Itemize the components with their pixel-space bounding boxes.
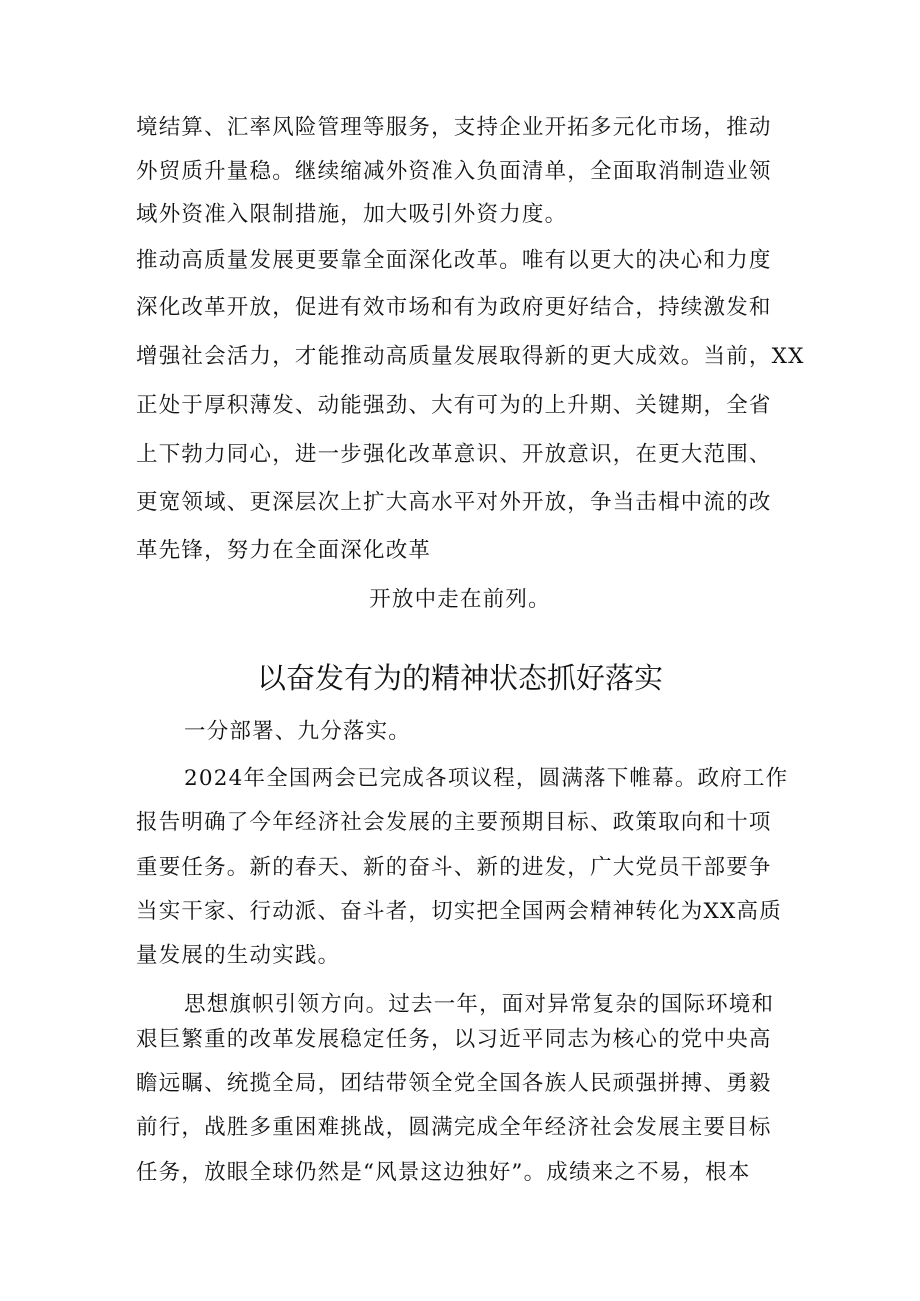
text-line: 前行，战胜多重困难挑战，圆满完成全年经济社会发展主要目标 [136, 1115, 772, 1140]
section-title: 以奋发有为的精神状态抓好落实 [256, 661, 663, 695]
text-line: 更宽领域、更深层次上扩大高水平对外开放，争当击楫中流的改 [136, 490, 772, 515]
text-line: 境结算、汇率风险管理等服务，支持企业开拓多元化市场，推动 [136, 115, 772, 140]
text-line: 增强社会活力，才能推动高质量发展取得新的更大成效。当前，XX [136, 344, 805, 369]
paragraph-start-line: 一分部署、九分落实。 [184, 719, 412, 744]
text-line: 当实干家、行动派、奋斗者，切实把全国两会精神转化为XX高质 [136, 899, 782, 924]
text-line: 瞻远瞩、统揽全局，团结带领全党全国各族人民顽强拼搏、勇毅 [136, 1071, 772, 1096]
text-line: 艰巨繁重的改革发展稳定任务，以习近平同志为核心的党中央高 [136, 1027, 772, 1052]
text-line: 革先锋，努力在全面深化改革 [136, 538, 432, 563]
text-line: 正处于厚积薄发、动能强劲、大有可为的上升期、关键期，全省 [136, 393, 772, 418]
text-line: 报告明确了今年经济社会发展的主要预期目标、政策取向和十项 [136, 810, 772, 835]
centered-line: 开放中走在前列。 [369, 587, 551, 612]
text-line: 重要任务。新的春天、新的奋斗、新的进发，广大党员干部要争 [136, 855, 772, 880]
paragraph-start-line: 推动高质量发展更要靠全面深化改革。唯有以更大的决心和力度 [136, 248, 772, 273]
text-line: 外贸质升量稳。继续缩减外资准入负面清单，全面取消制造业领 [136, 159, 772, 184]
text-line: 量发展的生动实践。 [136, 943, 341, 968]
text-line: 深化改革开放，促进有效市场和有为政府更好结合，持续激发和 [136, 295, 772, 320]
paragraph-start-line: 思想旗帜引领方向。过去一年，面对异常复杂的国际环境和 [184, 992, 775, 1017]
text-line: 域外资准入限制措施，加大吸引外资力度。 [136, 202, 568, 227]
text-line: 上下勃力同心，进一步强化改革意识、开放意识，在更大范围、 [136, 442, 772, 467]
paragraph-start-line: 2024年全国两会已完成各项议程，圆满落下帷幕。政府工作 [184, 766, 789, 791]
text-line: 任务，放眼全球仍然是“风景这边独好”。成绩来之不易，根本 [136, 1160, 751, 1185]
